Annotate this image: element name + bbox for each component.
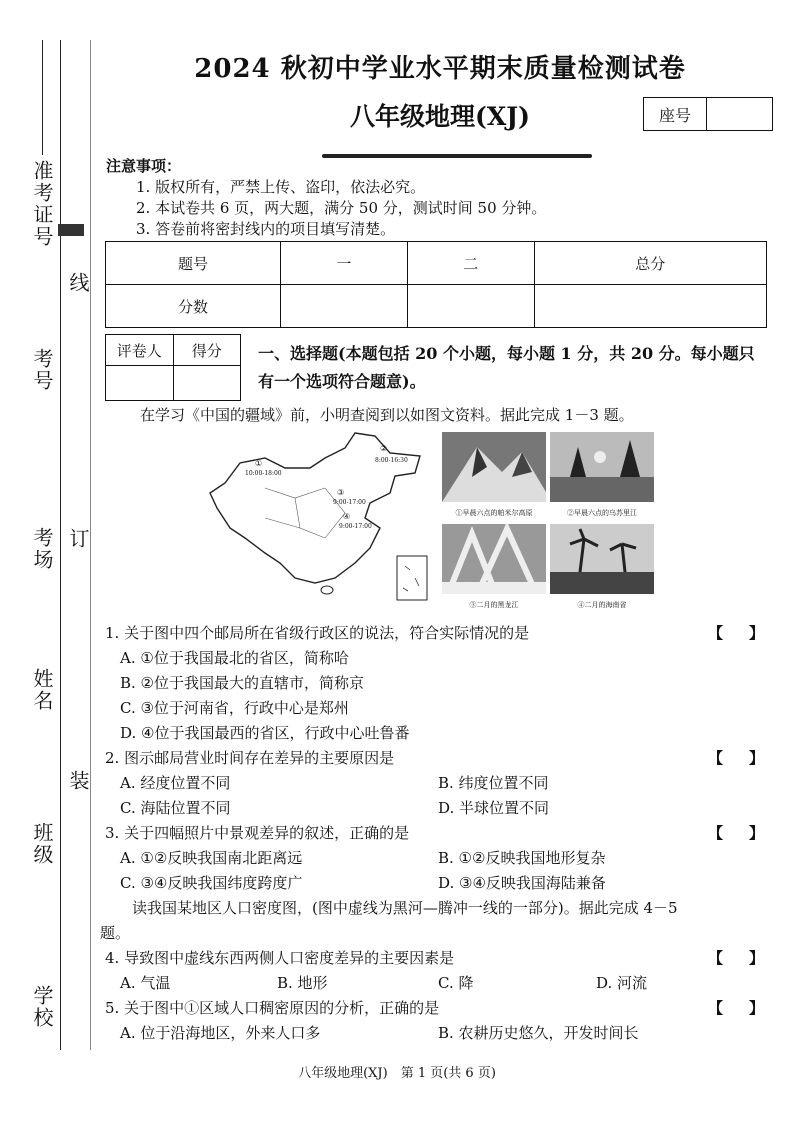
q4-option[interactable]: C. 降 — [438, 974, 474, 992]
map-label-3: ③ — [337, 488, 345, 497]
q1-option[interactable]: D. ④位于我国最西的省区，行政中心吐鲁番 — [120, 724, 410, 742]
photo-caption: ②早晨六点的乌苏里江 — [567, 509, 637, 517]
notice-item: 1. 版权所有，严禁上传、盗印，依法必究。 — [136, 178, 426, 196]
page-footer: 八年级地理(XJ) 第 1 页(共 6 页) — [298, 1066, 496, 1081]
admission-field-line[interactable] — [42, 40, 43, 155]
seat-input[interactable] — [707, 98, 772, 130]
q3-option[interactable]: D. ③④反映我国海陆兼备 — [438, 874, 606, 892]
side-zhuang-label: 装 — [66, 770, 90, 792]
photo-wusuli — [550, 432, 654, 502]
q3-stem: 3. 关于四幅照片中景观差异的叙述，正确的是 — [105, 824, 410, 842]
q3-option[interactable]: A. ①②反映我国南北距离远 — [120, 849, 303, 867]
side-exam-no-label: 考号 — [30, 348, 54, 392]
q5-option[interactable]: A. 位于沿海地区，外来人口多 — [120, 1024, 321, 1042]
q3-option[interactable]: C. ③④反映我国纬度跨度广 — [120, 874, 303, 892]
grader-cell[interactable] — [173, 366, 241, 401]
map-time-3: 9:00-17:00 — [333, 499, 366, 506]
photo-heilongjiang — [442, 524, 546, 594]
q4-option[interactable]: D. 河流 — [596, 974, 648, 992]
intro-q4-5-cont: 题。 — [100, 924, 131, 942]
side-school-label: 学校 — [30, 985, 54, 1029]
exam-title: 2024 秋初中学业水平期末质量检测试卷 — [194, 54, 686, 84]
map-time-2: 8:00-16:30 — [375, 457, 408, 464]
score-header: 题号 — [106, 242, 281, 285]
grader-cell[interactable] — [106, 366, 174, 401]
q4-stem: 4. 导致图中虚线东西两侧人口密度差异的主要因素是 — [105, 949, 455, 967]
side-admission-label: 准考证号 — [30, 160, 54, 248]
q2-stem: 2. 图示邮局营业时间存在差异的主要原因是 — [105, 749, 395, 767]
side-xian-label: 线 — [66, 272, 90, 294]
map-label-4: ④ — [343, 512, 351, 521]
answer-bracket[interactable]: 【】 — [708, 824, 791, 842]
china-outline — [210, 433, 420, 583]
grader-score-label: 得分 — [173, 335, 241, 366]
q2-option[interactable]: D. 半球位置不同 — [438, 799, 550, 817]
intro-q1-3: 在学习《中国的疆域》前，小明查阅到以如图文资料。据此完成 1－3 题。 — [140, 406, 634, 424]
notice-block — [106, 156, 546, 240]
score-cell[interactable] — [281, 285, 408, 328]
q4-option[interactable]: A. 气温 — [120, 974, 171, 992]
score-header: 一 — [281, 242, 408, 285]
q5-stem: 5. 关于图中①区域人口稠密原因的分析，正确的是 — [105, 999, 440, 1017]
section-1-heading: 一、选择题(本题包括 20 个小题，每小题 1 分，共 20 分。每小题只有一个选项符合题意)。 — [258, 344, 755, 391]
q3-option[interactable]: B. ①②反映我国地形复杂 — [438, 849, 606, 867]
side-class-label: 班级 — [30, 822, 54, 866]
score-table — [105, 241, 767, 328]
south-sea-inset — [397, 556, 427, 600]
notice-item: 3. 答卷前将密封线内的项目填写清楚。 — [136, 220, 396, 238]
seat-label: 座号 — [644, 98, 707, 130]
score-header: 二 — [407, 242, 534, 285]
seat-number-box[interactable] — [643, 97, 773, 131]
q1-stem: 1. 关于图中四个邮局所在省级行政区的说法，符合实际情况的是 — [105, 624, 530, 642]
q1-option[interactable]: B. ②位于我国最大的直辖市，简称京 — [120, 674, 365, 692]
q2-option[interactable]: C. 海陆位置不同 — [120, 799, 231, 817]
answer-bracket[interactable]: 【】 — [708, 999, 791, 1017]
map-time-1: 10:00-18:00 — [245, 470, 282, 477]
photo-caption: ①早晨六点的帕米尔高原 — [455, 509, 533, 517]
china-map-figure — [205, 428, 435, 603]
q2-option[interactable]: A. 经度位置不同 — [120, 774, 231, 792]
q1-option[interactable]: A. ①位于我国最北的省区，简称哈 — [120, 649, 349, 667]
exam-subtitle: 八年级地理(XJ) — [350, 102, 530, 131]
intro-q4-5: 读我国某地区人口密度图，(图中虚线为黑河—腾冲一线的一部分)。据此完成 4－5 — [132, 899, 678, 917]
map-label-2: ② — [380, 444, 388, 453]
grader-table — [105, 334, 241, 401]
map-label-1: ① — [255, 459, 263, 468]
q5-option[interactable]: B. 农耕历史悠久，开发时间长 — [438, 1024, 639, 1042]
side-room-label: 考场 — [30, 527, 54, 571]
photo-caption: ③二月的黑龙江 — [469, 601, 519, 609]
map-time-4: 9:00-17:00 — [339, 523, 372, 530]
binding-line — [60, 40, 61, 1050]
answer-bracket[interactable]: 【】 — [708, 949, 791, 967]
answer-bracket[interactable]: 【】 — [708, 749, 791, 767]
side-ding-label: 订 — [66, 528, 90, 550]
side-name-label: 姓名 — [30, 668, 54, 712]
score-cell[interactable] — [407, 285, 534, 328]
binding-clip-mark — [58, 224, 84, 236]
score-header: 总分 — [534, 242, 766, 285]
photo-caption: ④二月的海南省 — [577, 601, 627, 609]
photo-pamir — [442, 432, 546, 502]
notice-item: 2. 本试卷共 6 页，两大题，满分 50 分，测试时间 50 分钟。 — [136, 199, 547, 217]
q2-option[interactable]: B. 纬度位置不同 — [438, 774, 549, 792]
photo-hainan — [550, 524, 654, 594]
q4-option[interactable]: B. 地形 — [277, 974, 328, 992]
score-cell[interactable] — [534, 285, 766, 328]
hainan-island — [321, 586, 333, 594]
answer-bracket[interactable]: 【】 — [708, 624, 791, 642]
q1-option[interactable]: C. ③位于河南省，行政中心是郑州 — [120, 699, 349, 717]
notice-heading: 注意事项： — [106, 157, 182, 175]
grader-label: 评卷人 — [106, 335, 174, 366]
score-row-label: 分数 — [106, 285, 281, 328]
